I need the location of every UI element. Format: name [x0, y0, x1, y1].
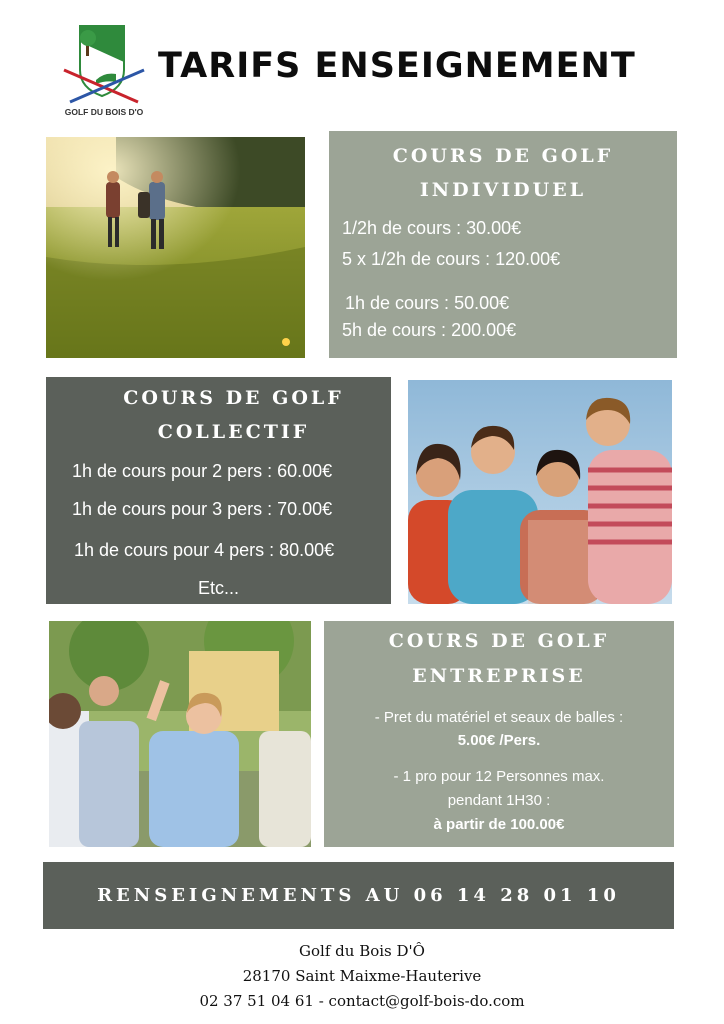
- club-name: Golf du Bois D'Ô: [299, 942, 425, 960]
- group-title-2: COLLECTIF: [157, 421, 310, 443]
- individual-lessons-panel: [329, 131, 677, 358]
- club-logo: [58, 22, 150, 118]
- company-equipment-line: - Pret du matériel et seaux de balles :: [374, 709, 624, 726]
- individual-price-line: 5 x 1/2h de cours : 120.00€: [342, 249, 561, 269]
- individual-price-line: 1/2h de cours : 30.00€: [342, 218, 522, 238]
- company-pro-line: - 1 pro pour 12 Personnes max.: [393, 768, 605, 785]
- business-team-photo: [49, 621, 311, 847]
- company-title-1: COURS DE GOLF: [388, 630, 610, 652]
- individual-title-2: INDIVIDUEL: [419, 179, 587, 201]
- individual-title-1: COURS DE GOLF: [392, 145, 614, 167]
- group-price-line: Etc...: [198, 578, 240, 598]
- group-price-line: 1h de cours pour 3 pers : 70.00€: [72, 499, 333, 519]
- club-contact[interactable]: 02 37 51 04 61 - contact@golf-bois-do.com: [199, 992, 525, 1010]
- company-pro-price: à partir de 100.00€: [433, 816, 565, 833]
- group-title-1: COURS DE GOLF: [123, 387, 344, 409]
- group-price-line: 1h de cours pour 2 pers : 60.00€: [72, 461, 333, 481]
- group-lessons-panel: [46, 377, 391, 604]
- company-lessons-panel: [324, 621, 674, 847]
- golfers-walking-photo: [46, 137, 305, 358]
- young-group-photo: [408, 380, 672, 604]
- club-address: 28170 Saint Maixme-Hauterive: [242, 967, 482, 985]
- group-price-line: 1h de cours pour 4 pers : 80.00€: [74, 540, 335, 560]
- company-title-2: ENTREPRISE: [412, 665, 586, 687]
- contact-phone-banner: RENSEIGNEMENTS AU 06 14 28 01 10: [43, 862, 674, 929]
- individual-price-line: 1h de cours : 50.00€: [345, 293, 510, 313]
- page-title: TARIFS ENSEIGNEMENT: [158, 46, 636, 86]
- company-duration-line: pendant 1H30 :: [447, 792, 551, 809]
- logo-text: GOLF DU BOIS D'O: [64, 107, 144, 117]
- individual-price-line: 5h de cours : 200.00€: [342, 320, 517, 340]
- company-equipment-price: 5.00€ /Pers.: [457, 732, 541, 749]
